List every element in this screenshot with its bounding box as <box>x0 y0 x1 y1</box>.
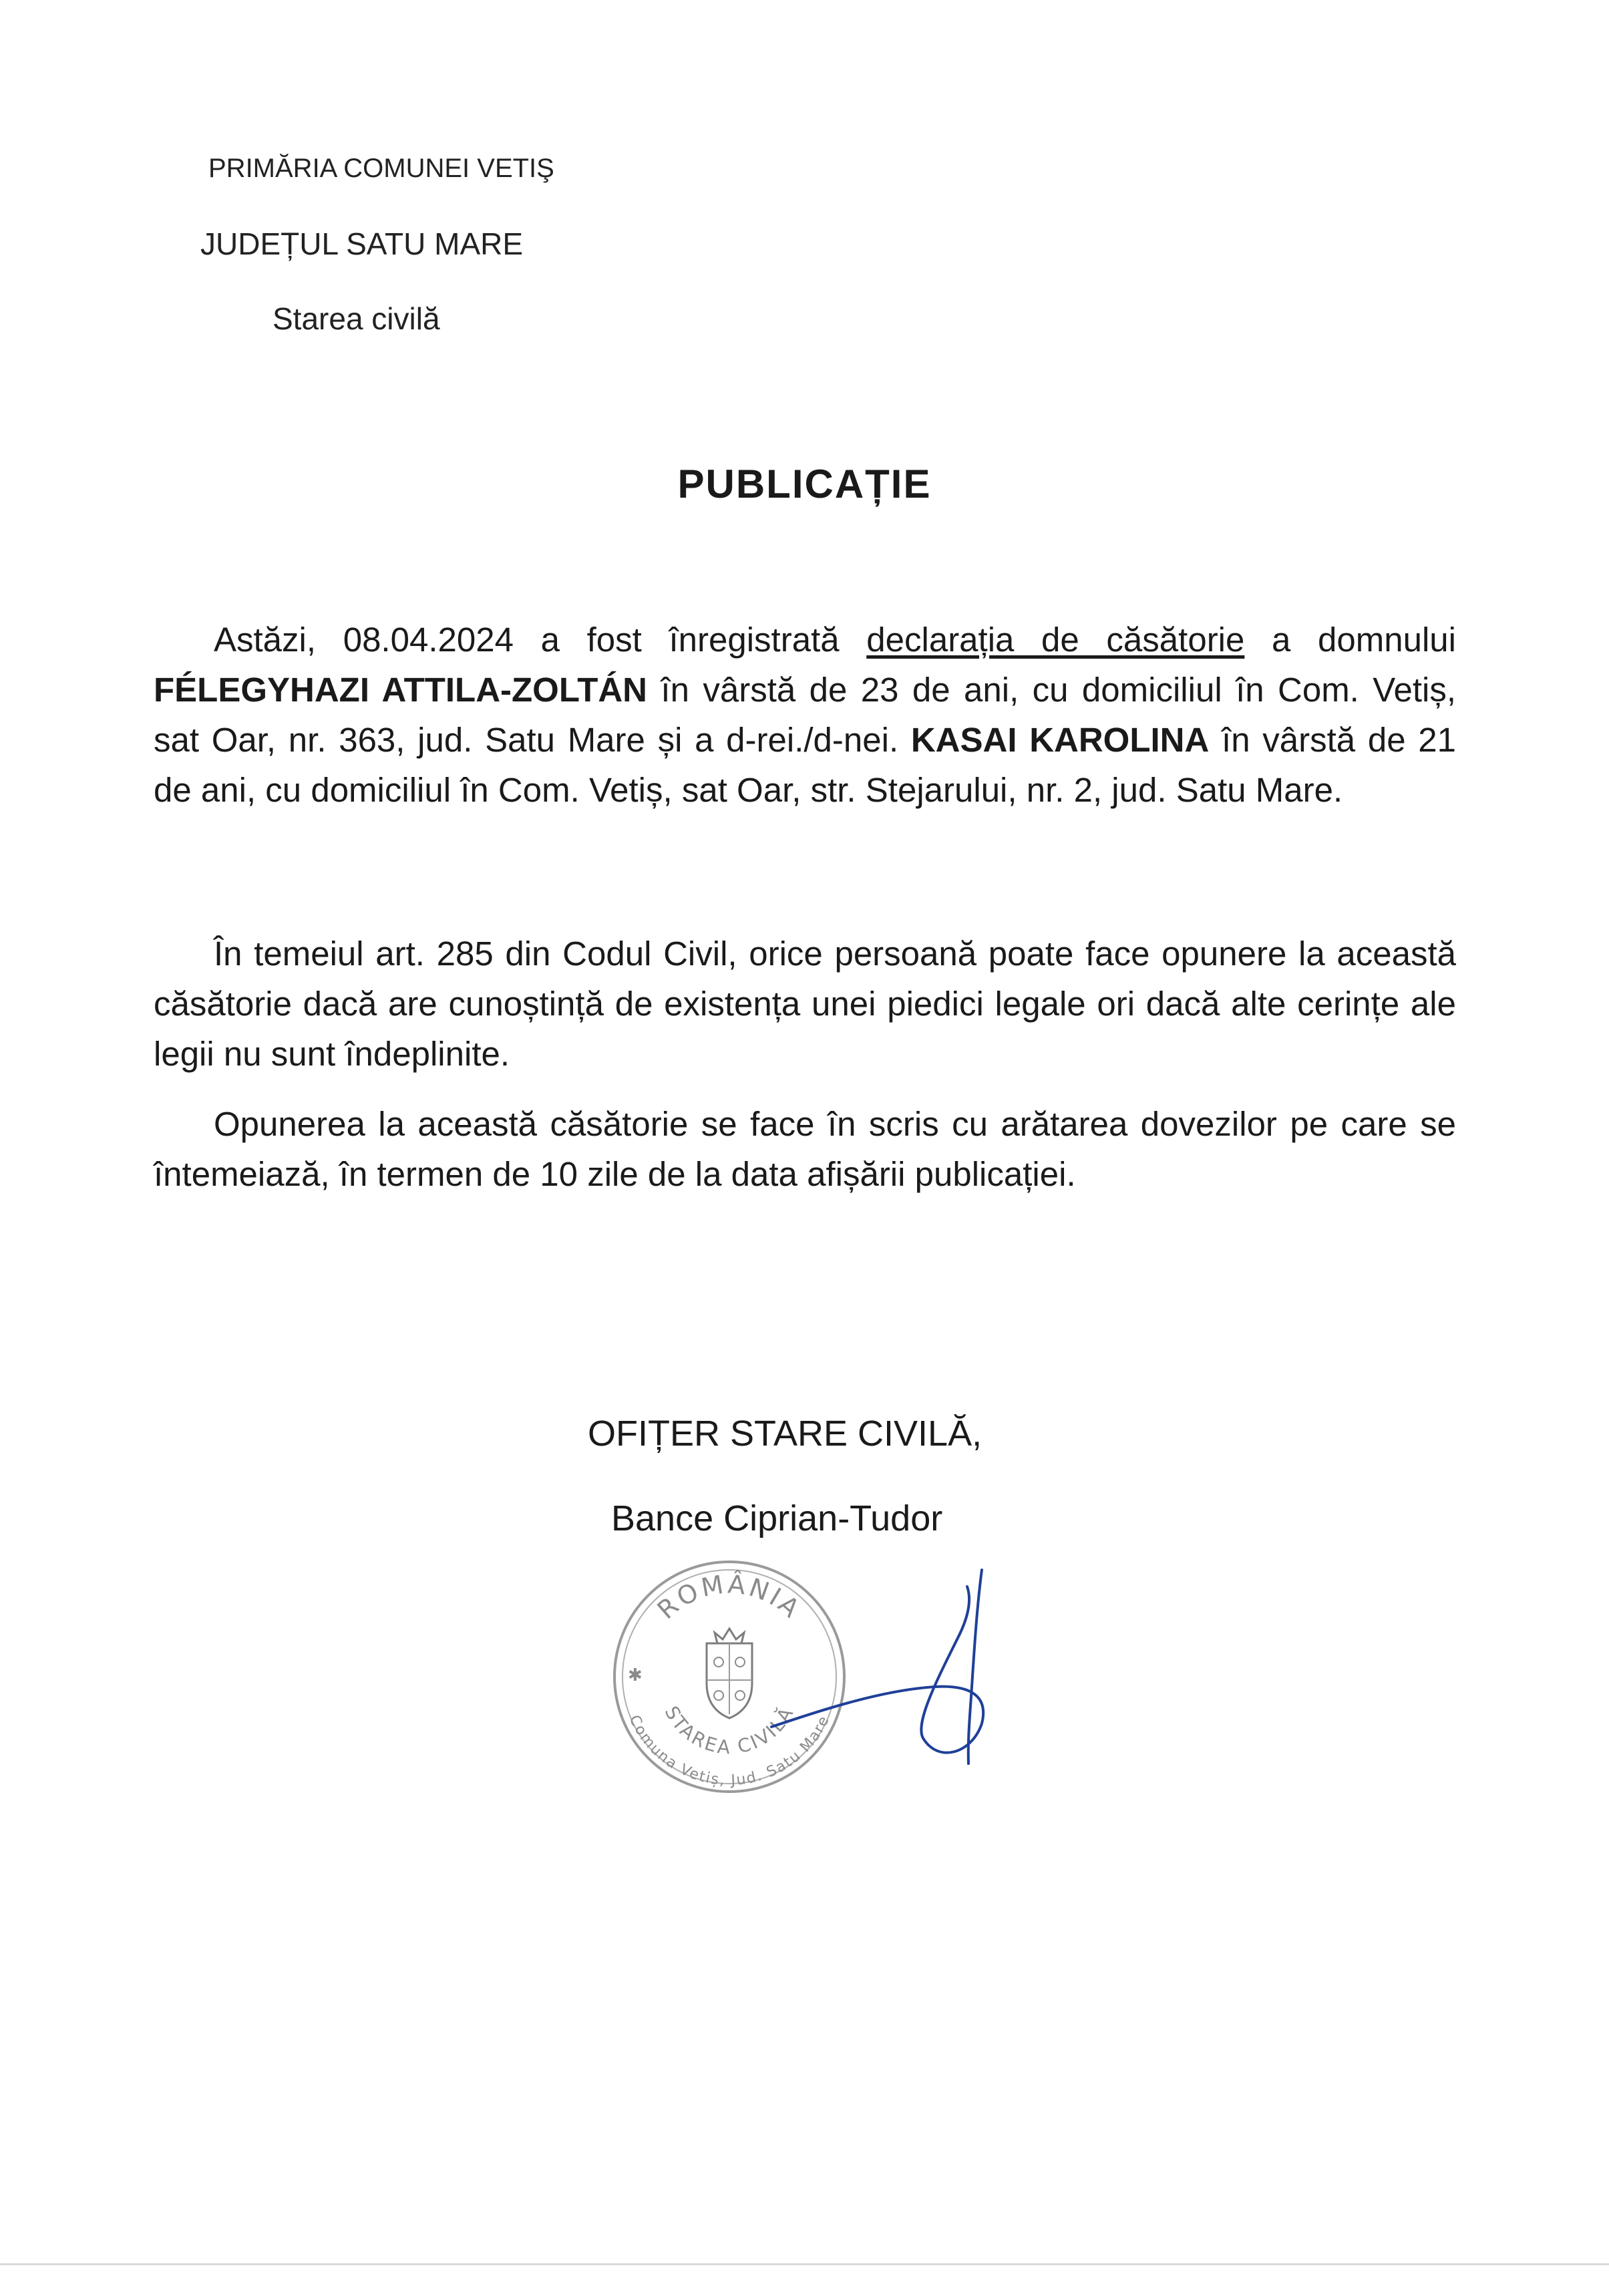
declaration-paragraph <box>154 615 1456 815</box>
handwritten-signature <box>768 1563 1029 1770</box>
declaration-term: declarația de căsătorie <box>866 621 1245 659</box>
opposition-paragraph <box>154 1099 1456 1199</box>
text-segment: în vârstă de 21 de ani, cu domiciliul în Com. Vetiș, sat Oar, str. Stejarului, nr. 2, jud. Satu Mare. <box>154 721 1457 809</box>
text-segment: în vârstă de 23 de ani, cu domiciliul în Com. Vetiș, sat Oar, nr. 363, jud. Satu Mare și a d-rei./d-nei. <box>154 671 1456 759</box>
document-title: PUBLICAȚIE <box>677 462 932 506</box>
coat-of-arms-icon <box>707 1629 752 1718</box>
stamp-star-icon: ✱ <box>628 1665 643 1685</box>
opposition-text: Opunerea la această căsătorie se face în scris cu arătarea dovezilor pe care se întemeiază, în termen de 10 zile de la data afișării publicației. <box>154 1105 1456 1193</box>
text-segment: Astăzi, 08.04.2024 a fost înregistrată <box>214 621 867 659</box>
legal-basis-paragraph <box>154 929 1456 1079</box>
bride-name: KASAI KAROLINA <box>910 721 1210 759</box>
officer-title: OFIȚER STARE CIVILĂ, <box>588 1414 982 1454</box>
county-name: JUDEȚUL SATU MARE <box>200 226 524 261</box>
text-segment: a domnului <box>1244 621 1457 659</box>
page-bottom-rule <box>0 2263 1609 2265</box>
legal-basis-text: În temeiul art. 285 din Codul Civil, orice persoană poate face opunere la această căsătorie dacă are cunoștință de existența unei piedici legale ori dacă alte cerințe ale legii nu sunt îndeplinite. <box>154 935 1456 1073</box>
officer-name: Bance Ciprian-Tudor <box>611 1498 943 1538</box>
department-name: Starea civilă <box>273 301 440 336</box>
institution-name: PRIMĂRIA COMUNEI VETIŞ <box>208 154 554 183</box>
stamp-middle-text: STAREA CIVILĂ <box>660 1702 799 1759</box>
groom-name: FÉLEGYHAZI ATTILA-ZOLTÁN <box>154 671 648 709</box>
stamp-top-text: ROMÂNIA <box>651 1569 808 1625</box>
stamp-outer-text: Comuna Vetiș, Jud. Satu Mare <box>625 1712 834 1790</box>
